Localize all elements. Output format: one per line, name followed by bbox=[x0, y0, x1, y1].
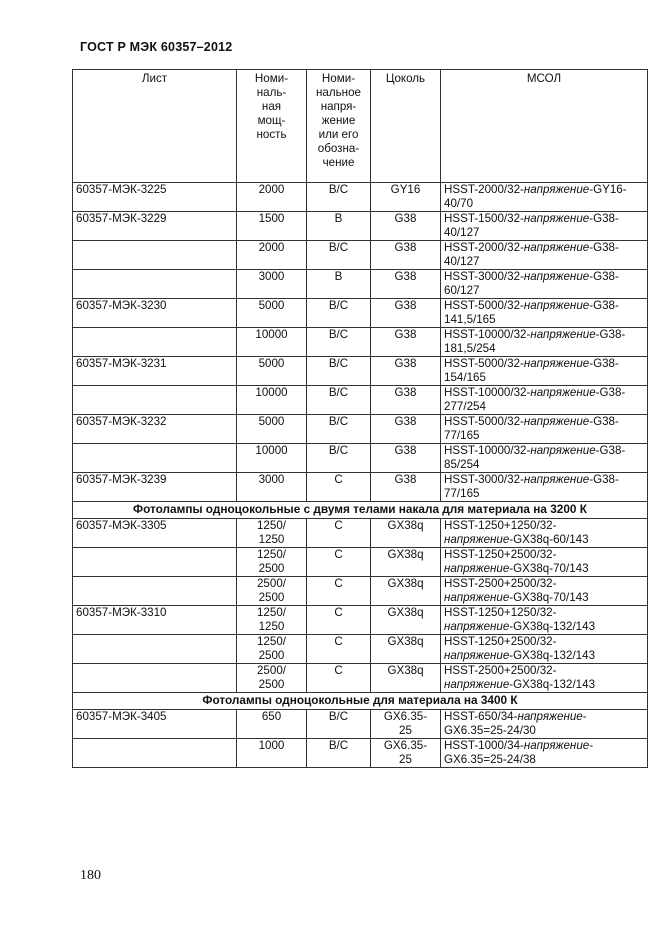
designation-part: HSST-10000/32- bbox=[444, 386, 531, 399]
mcol-cell bbox=[441, 606, 648, 635]
voltage-cell: В/С bbox=[307, 241, 371, 270]
voltage-placeholder: напряжение bbox=[523, 299, 590, 312]
mcol-cell bbox=[441, 577, 648, 606]
voltage-cell: С bbox=[307, 473, 371, 502]
voltage-cell: В/С bbox=[307, 444, 371, 473]
col-sheet-header: Лист bbox=[73, 70, 237, 183]
voltage-cell: С bbox=[307, 519, 371, 548]
mcol-cell bbox=[441, 519, 648, 548]
table-row bbox=[73, 519, 648, 548]
sheet-cell bbox=[73, 577, 237, 606]
designation-part: HSST-650/34- bbox=[444, 710, 518, 723]
sheet-cell bbox=[73, 328, 237, 357]
table-row bbox=[73, 328, 648, 357]
designation-part: HSST-2500+2500/32- bbox=[444, 577, 557, 590]
designation-part: -G38-141,5/165 bbox=[444, 299, 619, 326]
sheet-cell: 60357-МЭК-3229 bbox=[73, 212, 237, 241]
col-mcol-header: МСОЛ bbox=[441, 70, 648, 183]
designation-part: HSST-1000/34- bbox=[444, 739, 524, 752]
base-cell: GX38q bbox=[371, 548, 441, 577]
table-row bbox=[73, 473, 648, 502]
base-cell: G38 bbox=[371, 357, 441, 386]
base-cell: G38 bbox=[371, 241, 441, 270]
sheet-cell bbox=[73, 548, 237, 577]
designation-part: HSST-3000/32- bbox=[444, 270, 524, 283]
designation-part: HSST-1250+1250/32- bbox=[444, 519, 557, 532]
power-cell: 2500/ 2500 bbox=[237, 664, 307, 693]
power-cell: 2000 bbox=[237, 241, 307, 270]
designation-part: HSST-1250+2500/32- bbox=[444, 548, 557, 561]
power-cell: 3000 bbox=[237, 270, 307, 299]
voltage-placeholder: напряжение bbox=[523, 183, 590, 196]
voltage-placeholder: напряжение bbox=[444, 591, 510, 604]
sheet-cell bbox=[73, 386, 237, 415]
voltage-cell: В bbox=[307, 270, 371, 299]
voltage-placeholder: напряжение bbox=[530, 328, 596, 341]
designation-part: HSST-2000/32- bbox=[444, 241, 524, 254]
voltage-cell: В/С bbox=[307, 710, 371, 739]
designation-part: -GX38q-132/143 bbox=[509, 649, 596, 662]
base-cell: GX6.35- 25 bbox=[371, 710, 441, 739]
power-cell: 5000 bbox=[237, 299, 307, 328]
power-cell: 650 bbox=[237, 710, 307, 739]
section-title: Фотолампы одноцокольные с двумя телами накала для материала на 3200 К bbox=[73, 502, 648, 519]
sheet-cell: 60357-МЭК-3239 bbox=[73, 473, 237, 502]
sheet-cell bbox=[73, 664, 237, 693]
designation-part: -G38-40/127 bbox=[444, 212, 619, 239]
base-cell: GX6.35- 25 bbox=[371, 739, 441, 768]
mcol-cell bbox=[441, 386, 648, 415]
table-row bbox=[73, 212, 648, 241]
voltage-cell: В/С bbox=[307, 328, 371, 357]
designation-part: HSST-5000/32- bbox=[444, 357, 524, 370]
power-cell: 2500/ 2500 bbox=[237, 577, 307, 606]
mcol-cell bbox=[441, 212, 648, 241]
voltage-cell: В/С bbox=[307, 415, 371, 444]
voltage-cell: В bbox=[307, 212, 371, 241]
designation-part: -GX38q-70/143 bbox=[509, 562, 589, 575]
voltage-cell: С bbox=[307, 635, 371, 664]
page-number: 180 bbox=[80, 868, 101, 883]
voltage-placeholder: напряжение bbox=[444, 620, 510, 633]
table-row bbox=[73, 606, 648, 635]
col-voltage-header: Номи- нальное напря- жение или его обозна- чение bbox=[307, 70, 371, 183]
mcol-cell bbox=[441, 299, 648, 328]
sheet-cell bbox=[73, 444, 237, 473]
mcol-cell bbox=[441, 444, 648, 473]
voltage-placeholder: напряжение bbox=[523, 415, 590, 428]
voltage-placeholder: напряжение bbox=[523, 241, 590, 254]
designation-part: -G38-154/165 bbox=[444, 357, 619, 384]
table-row bbox=[73, 664, 648, 693]
base-cell: G38 bbox=[371, 270, 441, 299]
voltage-cell: В/С bbox=[307, 183, 371, 212]
voltage-placeholder: напряжение bbox=[444, 562, 510, 575]
table-row bbox=[73, 241, 648, 270]
mcol-cell bbox=[441, 473, 648, 502]
designation-part: -G38-60/127 bbox=[444, 270, 619, 297]
mcol-cell bbox=[441, 241, 648, 270]
voltage-placeholder: напряжение bbox=[444, 678, 510, 691]
section-title: Фотолампы одноцокольные для материала на 3400 К bbox=[73, 693, 648, 710]
designation-part: - GX6.35=25-24/38 bbox=[444, 739, 594, 766]
designation-part: HSST-1500/32- bbox=[444, 212, 524, 225]
voltage-cell: С bbox=[307, 577, 371, 606]
base-cell: GX38q bbox=[371, 519, 441, 548]
designation-part: -GX38q-70/143 bbox=[509, 591, 589, 604]
designation-part: -GX38q-132/143 bbox=[509, 678, 596, 691]
table-row bbox=[73, 548, 648, 577]
voltage-cell: С bbox=[307, 548, 371, 577]
mcol-cell bbox=[441, 357, 648, 386]
mcol-cell bbox=[441, 270, 648, 299]
mcol-cell bbox=[441, 635, 648, 664]
voltage-cell: В/С bbox=[307, 299, 371, 328]
base-cell: G38 bbox=[371, 328, 441, 357]
voltage-placeholder: напряжение bbox=[444, 533, 510, 546]
voltage-cell: С bbox=[307, 606, 371, 635]
voltage-cell: В/С bbox=[307, 739, 371, 768]
table-row bbox=[73, 577, 648, 606]
designation-part: HSST-10000/32- bbox=[444, 328, 531, 341]
base-cell: G38 bbox=[371, 473, 441, 502]
table-header-row bbox=[73, 70, 648, 183]
sheet-cell: 60357-МЭК-3232 bbox=[73, 415, 237, 444]
power-cell: 10000 bbox=[237, 328, 307, 357]
sheet-cell bbox=[73, 270, 237, 299]
base-cell: G38 bbox=[371, 386, 441, 415]
power-cell: 1500 bbox=[237, 212, 307, 241]
power-cell: 10000 bbox=[237, 386, 307, 415]
power-cell: 1250/ 1250 bbox=[237, 606, 307, 635]
power-cell: 2000 bbox=[237, 183, 307, 212]
sheet-cell: 60357-МЭК-3405 bbox=[73, 710, 237, 739]
mcol-cell bbox=[441, 548, 648, 577]
designation-part: -G38-77/165 bbox=[444, 415, 619, 442]
section-row bbox=[73, 693, 648, 710]
voltage-placeholder: напряжение bbox=[517, 710, 583, 723]
mcol-cell bbox=[441, 664, 648, 693]
col-base-header: Цоколь bbox=[371, 70, 441, 183]
designation-part: -GX38q-132/143 bbox=[509, 620, 596, 633]
lamp-spec-table bbox=[72, 69, 648, 768]
table-row bbox=[73, 635, 648, 664]
voltage-placeholder: напряжение bbox=[444, 649, 510, 662]
document-header: ГОСТ Р МЭК 60357–2012 bbox=[80, 40, 233, 54]
table-row bbox=[73, 299, 648, 328]
designation-part: -G38-181,5/254 bbox=[444, 328, 626, 355]
mcol-cell bbox=[441, 710, 648, 739]
designation-part: -G38-277/254 bbox=[444, 386, 626, 413]
designation-part: - GX6.35=25-24/30 bbox=[444, 710, 587, 737]
designation-part: -G38-85/254 bbox=[444, 444, 626, 471]
table-row bbox=[73, 386, 648, 415]
voltage-placeholder: напряжение bbox=[523, 270, 590, 283]
table-row bbox=[73, 739, 648, 768]
sheet-cell: 60357-МЭК-3231 bbox=[73, 357, 237, 386]
designation-part: HSST-10000/32- bbox=[444, 444, 531, 457]
sheet-cell bbox=[73, 241, 237, 270]
sheet-cell: 60357-МЭК-3305 bbox=[73, 519, 237, 548]
voltage-cell: В/С bbox=[307, 357, 371, 386]
mcol-cell bbox=[441, 739, 648, 768]
power-cell: 1250/ 2500 bbox=[237, 635, 307, 664]
designation-part: -G38-77/165 bbox=[444, 473, 619, 500]
base-cell: G38 bbox=[371, 415, 441, 444]
base-cell: G38 bbox=[371, 299, 441, 328]
table-row bbox=[73, 444, 648, 473]
power-cell: 1250/ 2500 bbox=[237, 548, 307, 577]
voltage-placeholder: напряжение bbox=[530, 444, 596, 457]
base-cell: GX38q bbox=[371, 606, 441, 635]
sheet-cell: 60357-МЭК-3225 bbox=[73, 183, 237, 212]
voltage-placeholder: напряжение bbox=[523, 473, 590, 486]
base-cell: GX38q bbox=[371, 577, 441, 606]
designation-part: HSST-1250+1250/32- bbox=[444, 606, 557, 619]
voltage-placeholder: напряжение bbox=[530, 386, 596, 399]
designation-part: HSST-2000/32- bbox=[444, 183, 524, 196]
designation-part: HSST-5000/32- bbox=[444, 415, 524, 428]
voltage-cell: С bbox=[307, 664, 371, 693]
section-row bbox=[73, 502, 648, 519]
table-row bbox=[73, 357, 648, 386]
table-row bbox=[73, 270, 648, 299]
designation-part: HSST-3000/32- bbox=[444, 473, 524, 486]
power-cell: 1000 bbox=[237, 739, 307, 768]
designation-part: -G38-40/127 bbox=[444, 241, 619, 268]
power-cell: 5000 bbox=[237, 357, 307, 386]
table-row bbox=[73, 183, 648, 212]
designation-part: HSST-5000/32- bbox=[444, 299, 524, 312]
power-cell: 3000 bbox=[237, 473, 307, 502]
mcol-cell bbox=[441, 415, 648, 444]
base-cell: GY16 bbox=[371, 183, 441, 212]
designation-part: -GY16-40/70 bbox=[444, 183, 627, 210]
designation-part: HSST-1250+2500/32- bbox=[444, 635, 557, 648]
base-cell: G38 bbox=[371, 212, 441, 241]
base-cell: GX38q bbox=[371, 664, 441, 693]
sheet-cell bbox=[73, 739, 237, 768]
sheet-cell: 60357-МЭК-3310 bbox=[73, 606, 237, 635]
voltage-placeholder: напряжение bbox=[523, 357, 590, 370]
table-row bbox=[73, 710, 648, 739]
voltage-placeholder: напряжение bbox=[523, 739, 590, 752]
col-power-header: Номи- наль- ная мощ- ность bbox=[237, 70, 307, 183]
voltage-cell: В/С bbox=[307, 386, 371, 415]
mcol-cell bbox=[441, 328, 648, 357]
designation-part: -GX38q-60/143 bbox=[509, 533, 589, 546]
power-cell: 5000 bbox=[237, 415, 307, 444]
designation-part: HSST-2500+2500/32- bbox=[444, 664, 557, 677]
voltage-placeholder: напряжение bbox=[523, 212, 590, 225]
base-cell: GX38q bbox=[371, 635, 441, 664]
mcol-cell bbox=[441, 183, 648, 212]
sheet-cell bbox=[73, 635, 237, 664]
base-cell: G38 bbox=[371, 444, 441, 473]
power-cell: 10000 bbox=[237, 444, 307, 473]
sheet-cell: 60357-МЭК-3230 bbox=[73, 299, 237, 328]
table-row bbox=[73, 415, 648, 444]
table-body bbox=[73, 183, 648, 768]
power-cell: 1250/ 1250 bbox=[237, 519, 307, 548]
